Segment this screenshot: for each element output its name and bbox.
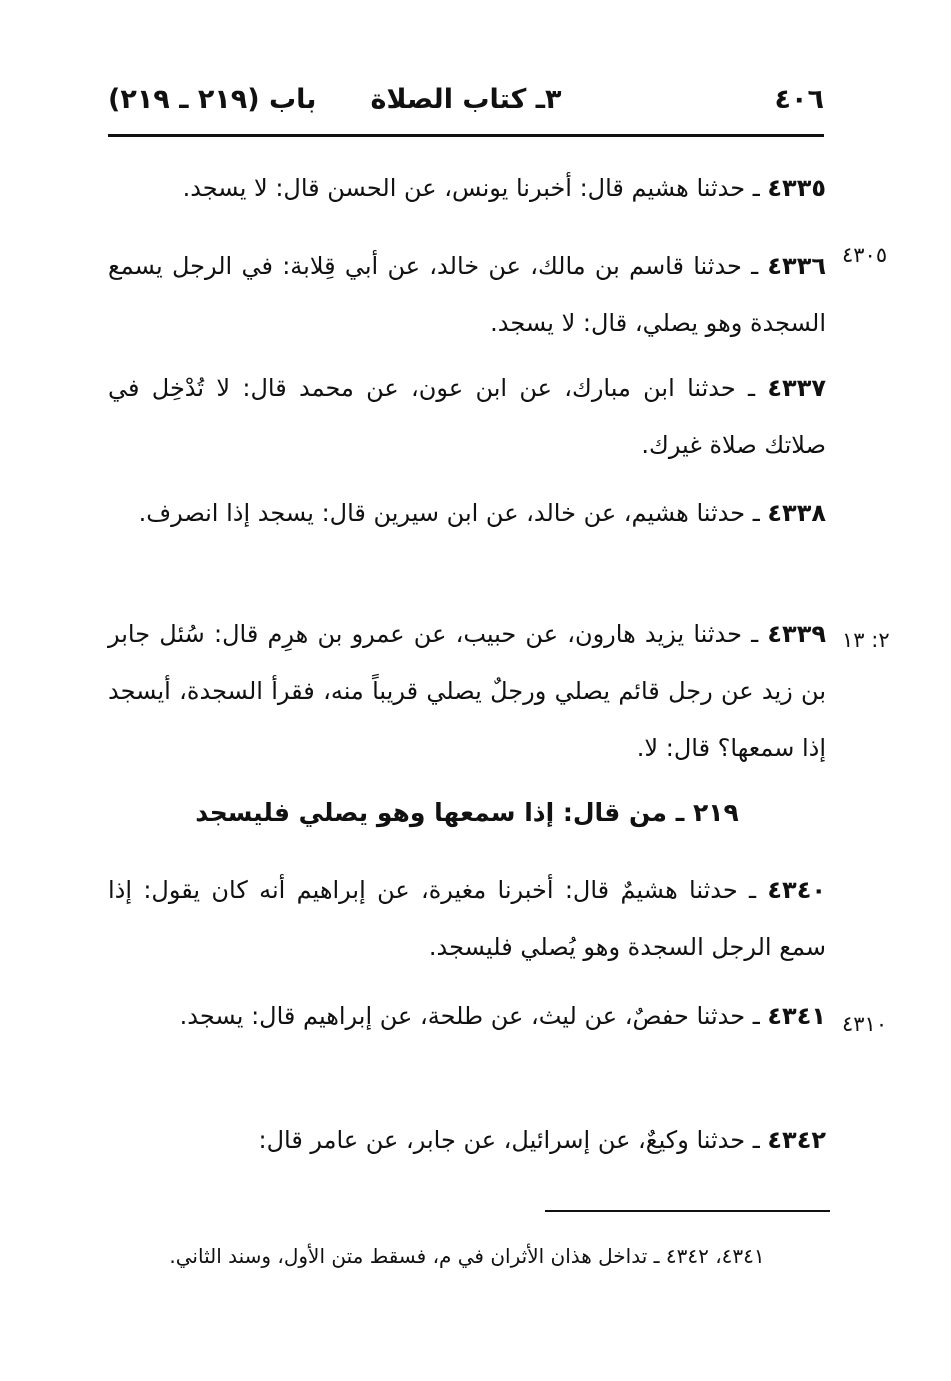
hadith-number: ٤٣٤٠ [767,876,826,904]
hadith-text: ـ حدثنا هشيمٌ قال: أخبرنا مغيرة، عن إبراهيم أنه كان يقول: إذا سمع الرجل السجدة وهو يُصلي فليسجد. [108,876,826,961]
hadith-number: ٤٣٣٩ [767,620,826,648]
hadith-number: ٤٣٣٦ [767,252,826,280]
hadith-text: ـ حدثنا هشيم، عن خالد، عن ابن سيرين قال: يسجد إذا انصرف. [138,499,768,527]
hadith-number: ٤٣٣٧ [767,374,826,402]
hadith-text: ـ حدثنا ابن مبارك، عن ابن عون، عن محمد قال: لا تُدْخِل في صلاتك صلاة غيرك. [108,374,826,459]
section-heading: ٢١٩ ـ من قال: إذا سمعها وهو يصلي فليسجد [195,798,739,827]
hadith-text: ـ حدثنا هشيم قال: أخبرنا يونس، عن الحسن قال: لا يسجد. [182,174,768,202]
hadith-4338 [108,485,826,542]
hadith-4337 [108,360,826,474]
hadith-text: ـ حدثنا حفصٌ، عن ليث، عن طلحة، عن إبراهيم قال: يسجد. [179,1002,768,1030]
chapter-range: باب (٢١٩ ـ ٢١٩) [108,84,317,115]
hadith-number: ٤٣٤٢ [767,1126,826,1154]
hadith-4340 [108,862,826,976]
footnote: ٤٣٤١، ٤٣٤٢ ـ تداخل هذان الأثران في م، فسقط متن الأول، وسند الثاني. [169,1244,765,1268]
hadith-4336 [108,238,826,352]
page-number: ٤٠٦ [774,84,824,115]
book-title: ٣ـ كتاب الصلاة [370,84,562,115]
hadith-text: ـ حدثنا يزيد هارون، عن حبيب، عن عمرو بن هرِم قال: سُئل جابر بن زيد عن رجل قائم يصلي ورجلٌ يصلي قريباً منه، فقرأ السجدة، أيسجد إذا سمعها؟ قال: لا. [108,620,826,762]
margin-note-4310: ٤٣١٠ [842,1012,888,1036]
page-header [108,84,824,128]
margin-note-4305: ٤٣٠٥ [842,243,888,267]
hadith-4335 [108,160,826,217]
hadith-text: ـ حدثنا وكيعٌ، عن إسرائيل، عن جابر، عن عامر قال: [258,1126,768,1154]
hadith-number: ٤٣٤١ [767,1002,826,1030]
hadith-number: ٤٣٣٨ [767,499,826,527]
hadith-4339 [108,606,826,777]
hadith-text: ـ حدثنا قاسم بن مالك، عن خالد، عن أبي قِلابة: في الرجل يسمع السجدة وهو يصلي، قال: لا يسجد. [108,252,826,337]
footnote-divider [545,1210,830,1212]
header-divider [108,134,824,137]
hadith-4342 [108,1112,826,1169]
hadith-number: ٤٣٣٥ [767,174,826,202]
margin-note-2-13: ٢: ١٣ [842,628,890,652]
hadith-4341 [108,988,826,1045]
